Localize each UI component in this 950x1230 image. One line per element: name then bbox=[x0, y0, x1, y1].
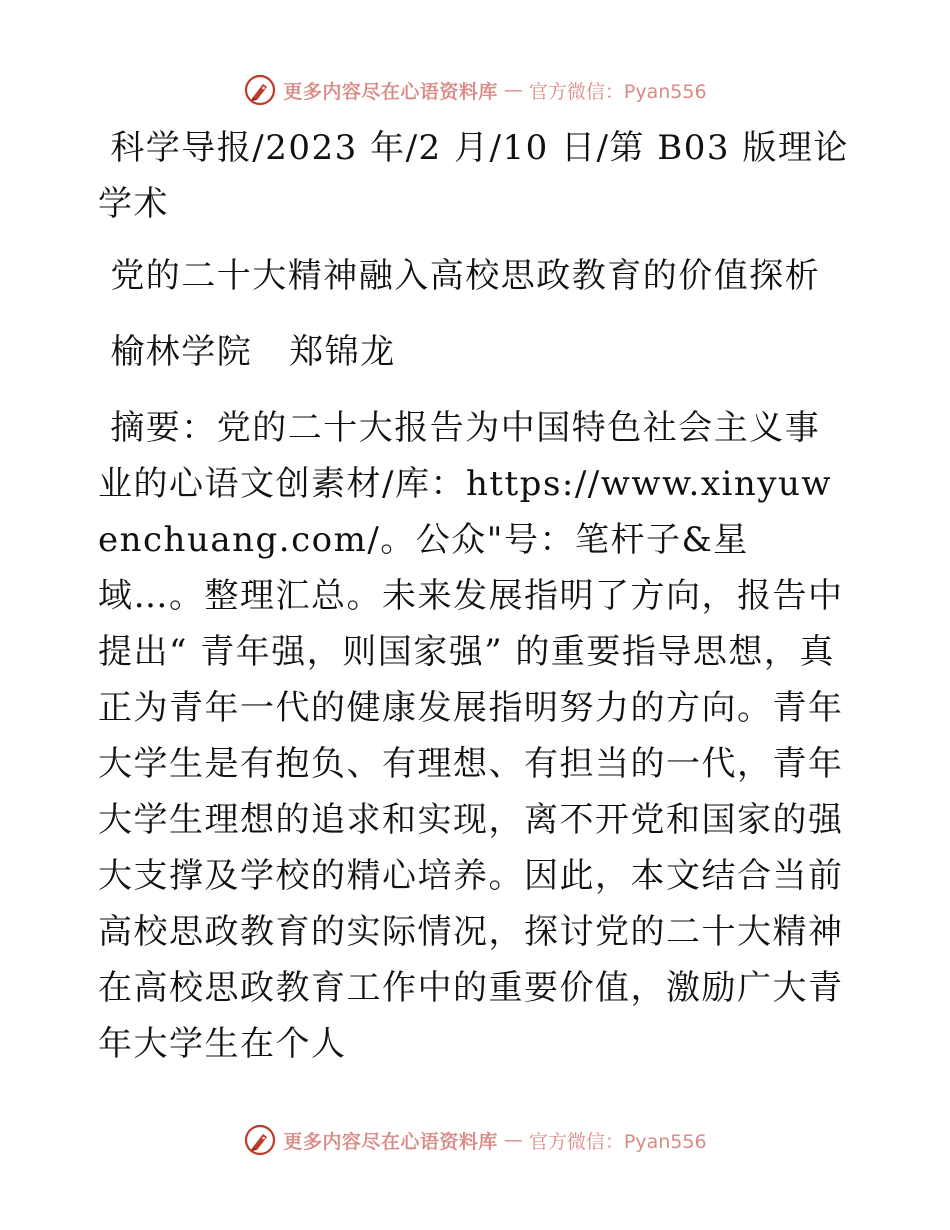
watermark-separator: — bbox=[503, 1129, 523, 1151]
watermark-separator: — bbox=[503, 79, 523, 101]
article-source-line: 科学导报/2023 年/2 月/10 日/第 B03 版理论学术 bbox=[98, 128, 849, 224]
article-title: 党的二十大精神融入高校思政教育的价值探析 bbox=[98, 256, 821, 296]
watermark-contact: 官方微信：Pyan556 bbox=[528, 80, 707, 103]
watermark-text: 更多内容尽在心语资料库 bbox=[283, 1130, 498, 1153]
article-body bbox=[98, 120, 850, 1072]
watermark-text: 更多内容尽在心语资料库 bbox=[283, 80, 498, 103]
watermark-contact: 官方微信：Pyan556 bbox=[528, 1130, 707, 1153]
watermark-banner-top bbox=[0, 70, 950, 110]
article-abstract: 摘要：党的二十大报告为中国特色社会主义事业的心语文创素材/库：https://www.xinyuwenchuang.com/。公众"号：笔杆子&星域…。整理汇总。未来发展指明了方向，报告中提出“ 青年强，则国家强” 的重要指导思想，真正为青年一代的健康发展指明努力的方向。青年大学生是有抱负、有理想、有担当的一代，青年大学生理想的追求和实现，离不开党和国家的强大支撑及学校的精心培养。因此，本文结合当前高校思政教育的实际情况，探讨党的二十大精神在高校思政教育工作中的重要价值，激励广大青年大学生在个人 bbox=[98, 408, 844, 1064]
article-author: 榆林学院 郑锦龙 bbox=[98, 332, 396, 372]
pen-nib-circle-icon bbox=[243, 1123, 277, 1157]
watermark-banner-bottom bbox=[0, 1120, 950, 1160]
pen-nib-circle-icon bbox=[243, 73, 277, 107]
